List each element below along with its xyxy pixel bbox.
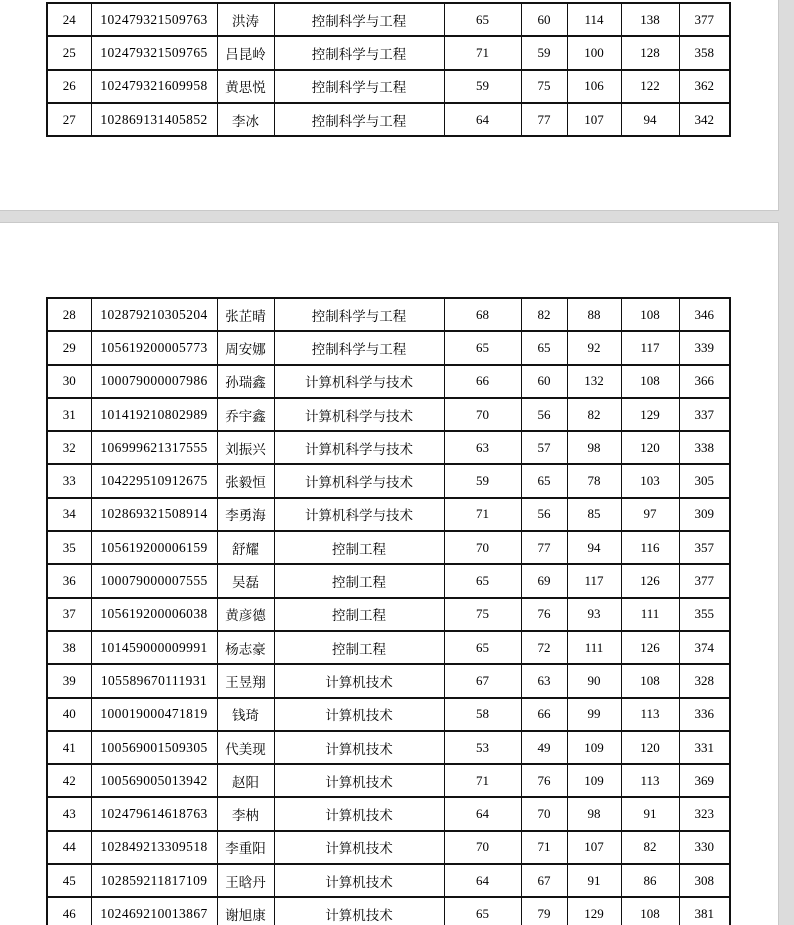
score-2-cell: 71 <box>521 831 567 864</box>
major-cell: 控制科学与工程 <box>274 36 444 69</box>
name-cell: 洪涛 <box>217 3 274 36</box>
student-id-cell: 102849213309518 <box>91 831 217 864</box>
page-break-gap <box>0 211 779 222</box>
score-4-cell: 129 <box>621 398 679 431</box>
major-cell: 计算机技术 <box>274 864 444 897</box>
student-id-cell: 101419210802989 <box>91 398 217 431</box>
table-row <box>47 331 730 364</box>
row-number-cell: 45 <box>47 864 91 897</box>
score-4-cell: 97 <box>621 498 679 531</box>
name-cell: 杨志豪 <box>217 631 274 664</box>
row-number-cell: 39 <box>47 664 91 697</box>
student-id-cell: 100019000471819 <box>91 698 217 731</box>
score-2-cell: 75 <box>521 70 567 103</box>
score-3-cell: 107 <box>567 831 621 864</box>
score-2-cell: 79 <box>521 897 567 925</box>
name-cell: 乔宇鑫 <box>217 398 274 431</box>
document-page-2 <box>0 222 779 925</box>
score-2-cell: 76 <box>521 764 567 797</box>
score-1-cell: 70 <box>444 398 521 431</box>
major-cell: 控制工程 <box>274 564 444 597</box>
score-3-cell: 107 <box>567 103 621 136</box>
table-row <box>47 103 730 136</box>
major-cell: 计算机科学与技术 <box>274 498 444 531</box>
table-row <box>47 797 730 830</box>
row-number-cell: 34 <box>47 498 91 531</box>
major-cell: 计算机技术 <box>274 664 444 697</box>
total-score-cell: 328 <box>679 664 730 697</box>
score-3-cell: 109 <box>567 731 621 764</box>
table-row <box>47 564 730 597</box>
major-cell: 计算机技术 <box>274 731 444 764</box>
score-1-cell: 65 <box>444 564 521 597</box>
score-3-cell: 91 <box>567 864 621 897</box>
name-cell: 吴磊 <box>217 564 274 597</box>
major-cell: 计算机技术 <box>274 831 444 864</box>
major-cell: 控制科学与工程 <box>274 331 444 364</box>
major-cell: 控制科学与工程 <box>274 3 444 36</box>
total-score-cell: 338 <box>679 431 730 464</box>
score-1-cell: 71 <box>444 498 521 531</box>
total-score-cell: 331 <box>679 731 730 764</box>
student-id-cell: 105619200006159 <box>91 531 217 564</box>
major-cell: 计算机技术 <box>274 797 444 830</box>
table-row <box>47 531 730 564</box>
score-3-cell: 106 <box>567 70 621 103</box>
major-cell: 计算机科学与技术 <box>274 398 444 431</box>
row-number-cell: 41 <box>47 731 91 764</box>
major-cell: 控制科学与工程 <box>274 298 444 331</box>
total-score-cell: 369 <box>679 764 730 797</box>
table-row <box>47 298 730 331</box>
major-cell: 计算机科学与技术 <box>274 365 444 398</box>
major-cell: 控制工程 <box>274 631 444 664</box>
table-row <box>47 731 730 764</box>
total-score-cell: 374 <box>679 631 730 664</box>
document-page-1 <box>0 0 779 211</box>
scores-table-page-1 <box>46 2 731 137</box>
total-score-cell: 323 <box>679 797 730 830</box>
row-number-cell: 43 <box>47 797 91 830</box>
total-score-cell: 355 <box>679 598 730 631</box>
row-number-cell: 35 <box>47 531 91 564</box>
student-id-cell: 102479321609958 <box>91 70 217 103</box>
score-2-cell: 76 <box>521 598 567 631</box>
row-number-cell: 24 <box>47 3 91 36</box>
student-id-cell: 105589670111931 <box>91 664 217 697</box>
student-id-cell: 105619200006038 <box>91 598 217 631</box>
score-1-cell: 58 <box>444 698 521 731</box>
name-cell: 王昱翔 <box>217 664 274 697</box>
score-4-cell: 113 <box>621 698 679 731</box>
score-2-cell: 63 <box>521 664 567 697</box>
total-score-cell: 330 <box>679 831 730 864</box>
score-1-cell: 53 <box>444 731 521 764</box>
score-2-cell: 60 <box>521 3 567 36</box>
score-1-cell: 59 <box>444 70 521 103</box>
score-2-cell: 82 <box>521 298 567 331</box>
total-score-cell: 309 <box>679 498 730 531</box>
total-score-cell: 336 <box>679 698 730 731</box>
score-4-cell: 138 <box>621 3 679 36</box>
student-id-cell: 100079000007986 <box>91 365 217 398</box>
score-3-cell: 129 <box>567 897 621 925</box>
name-cell: 周安娜 <box>217 331 274 364</box>
score-4-cell: 128 <box>621 36 679 69</box>
score-1-cell: 65 <box>444 3 521 36</box>
score-4-cell: 111 <box>621 598 679 631</box>
score-1-cell: 65 <box>444 331 521 364</box>
name-cell: 李冰 <box>217 103 274 136</box>
score-2-cell: 59 <box>521 36 567 69</box>
score-1-cell: 64 <box>444 797 521 830</box>
score-2-cell: 49 <box>521 731 567 764</box>
score-4-cell: 120 <box>621 431 679 464</box>
major-cell: 计算机技术 <box>274 897 444 925</box>
score-4-cell: 108 <box>621 365 679 398</box>
row-number-cell: 37 <box>47 598 91 631</box>
table-row <box>47 698 730 731</box>
name-cell: 吕昆岭 <box>217 36 274 69</box>
total-score-cell: 366 <box>679 365 730 398</box>
name-cell: 李枘 <box>217 797 274 830</box>
name-cell: 黄彦德 <box>217 598 274 631</box>
student-id-cell: 102479321509765 <box>91 36 217 69</box>
row-number-cell: 28 <box>47 298 91 331</box>
name-cell: 刘振兴 <box>217 431 274 464</box>
score-1-cell: 66 <box>444 365 521 398</box>
student-id-cell: 100569001509305 <box>91 731 217 764</box>
score-4-cell: 116 <box>621 531 679 564</box>
name-cell: 黄思悦 <box>217 70 274 103</box>
table-row <box>47 431 730 464</box>
table-row <box>47 664 730 697</box>
table-row <box>47 897 730 925</box>
score-1-cell: 59 <box>444 464 521 497</box>
score-1-cell: 68 <box>444 298 521 331</box>
score-3-cell: 78 <box>567 464 621 497</box>
score-4-cell: 122 <box>621 70 679 103</box>
score-4-cell: 120 <box>621 731 679 764</box>
name-cell: 谢旭康 <box>217 897 274 925</box>
table-row <box>47 3 730 36</box>
total-score-cell: 305 <box>679 464 730 497</box>
table-row <box>47 36 730 69</box>
table-row <box>47 398 730 431</box>
score-1-cell: 65 <box>444 897 521 925</box>
major-cell: 控制工程 <box>274 598 444 631</box>
score-3-cell: 88 <box>567 298 621 331</box>
score-3-cell: 82 <box>567 398 621 431</box>
score-3-cell: 85 <box>567 498 621 531</box>
score-1-cell: 71 <box>444 36 521 69</box>
student-id-cell: 100569005013942 <box>91 764 217 797</box>
total-score-cell: 362 <box>679 70 730 103</box>
table-row <box>47 831 730 864</box>
score-1-cell: 70 <box>444 531 521 564</box>
student-id-cell: 102479321509763 <box>91 3 217 36</box>
name-cell: 李重阳 <box>217 831 274 864</box>
score-3-cell: 90 <box>567 664 621 697</box>
row-number-cell: 42 <box>47 764 91 797</box>
score-3-cell: 100 <box>567 36 621 69</box>
row-number-cell: 32 <box>47 431 91 464</box>
score-4-cell: 94 <box>621 103 679 136</box>
score-3-cell: 94 <box>567 531 621 564</box>
total-score-cell: 381 <box>679 897 730 925</box>
score-4-cell: 86 <box>621 864 679 897</box>
score-2-cell: 77 <box>521 103 567 136</box>
name-cell: 代美现 <box>217 731 274 764</box>
canvas-margin-right <box>780 0 794 925</box>
score-3-cell: 117 <box>567 564 621 597</box>
score-2-cell: 65 <box>521 331 567 364</box>
row-number-cell: 29 <box>47 331 91 364</box>
score-4-cell: 82 <box>621 831 679 864</box>
score-3-cell: 99 <box>567 698 621 731</box>
table-row <box>47 464 730 497</box>
row-number-cell: 30 <box>47 365 91 398</box>
score-4-cell: 113 <box>621 764 679 797</box>
table-row <box>47 70 730 103</box>
score-4-cell: 108 <box>621 664 679 697</box>
score-2-cell: 66 <box>521 698 567 731</box>
row-number-cell: 33 <box>47 464 91 497</box>
student-id-cell: 105619200005773 <box>91 331 217 364</box>
name-cell: 李勇海 <box>217 498 274 531</box>
student-id-cell: 102859211817109 <box>91 864 217 897</box>
score-2-cell: 60 <box>521 365 567 398</box>
total-score-cell: 358 <box>679 36 730 69</box>
score-1-cell: 65 <box>444 631 521 664</box>
score-4-cell: 126 <box>621 564 679 597</box>
score-4-cell: 108 <box>621 298 679 331</box>
student-id-cell: 102869321508914 <box>91 498 217 531</box>
total-score-cell: 342 <box>679 103 730 136</box>
student-id-cell: 102479614618763 <box>91 797 217 830</box>
table-row <box>47 631 730 664</box>
total-score-cell: 346 <box>679 298 730 331</box>
row-number-cell: 44 <box>47 831 91 864</box>
score-3-cell: 111 <box>567 631 621 664</box>
table-row <box>47 365 730 398</box>
row-number-cell: 25 <box>47 36 91 69</box>
name-cell: 张毅恒 <box>217 464 274 497</box>
name-cell: 赵阳 <box>217 764 274 797</box>
score-4-cell: 103 <box>621 464 679 497</box>
score-3-cell: 92 <box>567 331 621 364</box>
score-1-cell: 71 <box>444 764 521 797</box>
row-number-cell: 36 <box>47 564 91 597</box>
score-1-cell: 64 <box>444 864 521 897</box>
total-score-cell: 337 <box>679 398 730 431</box>
total-score-cell: 377 <box>679 3 730 36</box>
score-1-cell: 70 <box>444 831 521 864</box>
score-3-cell: 114 <box>567 3 621 36</box>
score-3-cell: 98 <box>567 431 621 464</box>
score-4-cell: 126 <box>621 631 679 664</box>
score-2-cell: 70 <box>521 797 567 830</box>
score-4-cell: 117 <box>621 331 679 364</box>
score-1-cell: 63 <box>444 431 521 464</box>
major-cell: 计算机技术 <box>274 764 444 797</box>
name-cell: 舒耀 <box>217 531 274 564</box>
row-number-cell: 27 <box>47 103 91 136</box>
score-3-cell: 132 <box>567 365 621 398</box>
student-id-cell: 101459000009991 <box>91 631 217 664</box>
score-3-cell: 109 <box>567 764 621 797</box>
student-id-cell: 100079000007555 <box>91 564 217 597</box>
total-score-cell: 357 <box>679 531 730 564</box>
score-2-cell: 56 <box>521 498 567 531</box>
row-number-cell: 26 <box>47 70 91 103</box>
total-score-cell: 339 <box>679 331 730 364</box>
row-number-cell: 40 <box>47 698 91 731</box>
score-2-cell: 56 <box>521 398 567 431</box>
student-id-cell: 104229510912675 <box>91 464 217 497</box>
total-score-cell: 377 <box>679 564 730 597</box>
row-number-cell: 38 <box>47 631 91 664</box>
name-cell: 钱琦 <box>217 698 274 731</box>
table-row <box>47 764 730 797</box>
name-cell: 张芷晴 <box>217 298 274 331</box>
score-2-cell: 77 <box>521 531 567 564</box>
score-4-cell: 108 <box>621 897 679 925</box>
table-row <box>47 598 730 631</box>
table-row <box>47 498 730 531</box>
student-id-cell: 102469210013867 <box>91 897 217 925</box>
score-1-cell: 75 <box>444 598 521 631</box>
total-score-cell: 308 <box>679 864 730 897</box>
major-cell: 计算机技术 <box>274 698 444 731</box>
score-2-cell: 57 <box>521 431 567 464</box>
student-id-cell: 102879210305204 <box>91 298 217 331</box>
table-row <box>47 864 730 897</box>
name-cell: 孙瑞鑫 <box>217 365 274 398</box>
major-cell: 控制科学与工程 <box>274 70 444 103</box>
score-4-cell: 91 <box>621 797 679 830</box>
score-2-cell: 69 <box>521 564 567 597</box>
scores-table-page-2 <box>46 297 731 925</box>
name-cell: 王晗丹 <box>217 864 274 897</box>
score-3-cell: 98 <box>567 797 621 830</box>
major-cell: 计算机科学与技术 <box>274 431 444 464</box>
score-1-cell: 64 <box>444 103 521 136</box>
score-3-cell: 93 <box>567 598 621 631</box>
score-1-cell: 67 <box>444 664 521 697</box>
major-cell: 控制科学与工程 <box>274 103 444 136</box>
score-2-cell: 67 <box>521 864 567 897</box>
student-id-cell: 102869131405852 <box>91 103 217 136</box>
student-id-cell: 106999621317555 <box>91 431 217 464</box>
major-cell: 控制工程 <box>274 531 444 564</box>
score-2-cell: 65 <box>521 464 567 497</box>
score-2-cell: 72 <box>521 631 567 664</box>
major-cell: 计算机科学与技术 <box>274 464 444 497</box>
row-number-cell: 46 <box>47 897 91 925</box>
row-number-cell: 31 <box>47 398 91 431</box>
